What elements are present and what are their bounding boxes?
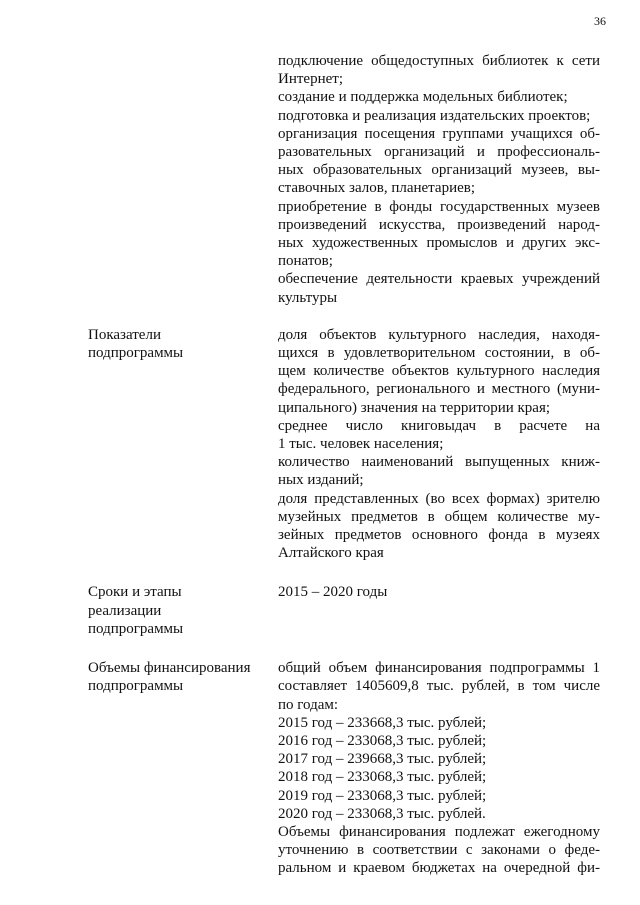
text-line: создание и поддержка модельных библиотек;	[278, 89, 568, 106]
text-line: Объемы финансирования подлежат ежегодному	[278, 823, 600, 840]
text-line: федерального, регионального и местного (муни-	[278, 381, 600, 398]
row-indicators	[88, 326, 610, 563]
label-line: Сроки и этапы	[88, 584, 182, 601]
text-line: доля объектов культурного наследия, находя-	[278, 326, 600, 343]
row-label-timeline	[88, 583, 278, 638]
label-line: подпрограммы	[88, 620, 184, 637]
text-line: 2015 – 2020 годы	[278, 584, 388, 601]
text-line: разовательных организаций и профессиональ-	[278, 144, 600, 161]
text-line: приобретение в фонды государственных музеев	[278, 198, 600, 215]
text-line: музейных предметов в общем количестве му-	[278, 508, 600, 525]
row-value-indicators	[278, 326, 600, 563]
label-line: подпрограммы	[88, 345, 184, 362]
row-label-funding	[88, 659, 278, 877]
row-gap	[88, 562, 610, 583]
text-line: уточнению в соответствии с законами о феде-	[278, 842, 600, 859]
text-line: подключение общедоступных библиотек к сети	[278, 53, 600, 69]
text-line: понатов;	[278, 253, 333, 270]
row-value-timeline	[278, 583, 600, 638]
text-line: зейных предметов основного фонда в музеях	[278, 527, 600, 544]
text-line: по годам:	[278, 696, 339, 713]
text-line: составляет 1405609,8 тыс. рублей, в том числе	[278, 678, 600, 695]
text-line: обеспечение деятельности краевых учреждений	[278, 271, 600, 288]
text-line: общий объем финансирования подпрограммы 1	[278, 660, 600, 677]
text-line: ципального) значения на территории края;	[278, 399, 551, 416]
text-line: 2020 год – 233068,3 тыс. рублей.	[278, 805, 486, 822]
text-line: подготовка и реализация издательских проектов;	[278, 107, 591, 124]
row-label	[88, 52, 278, 307]
row-gap	[88, 307, 610, 326]
text-line: среднее число книговыдач в расчете на	[278, 417, 600, 434]
text-line: организация посещения группами учащихся об-	[278, 125, 600, 142]
text-line: щихся в удовлетворительном состоянии, в об-	[278, 345, 600, 362]
text-line: 1 тыс. человек населения;	[278, 436, 444, 453]
text-line: ных художественных промыслов и других экс-	[278, 235, 600, 252]
text-line: ных изданий;	[278, 472, 364, 489]
text-line: щем количестве объектов культурного наследия	[278, 363, 600, 380]
text-line: ральном и краевом бюджетах на очередной фи-	[278, 860, 600, 877]
text-line: количество наименований выпущенных книж-	[278, 454, 600, 471]
text-line: Интернет;	[278, 71, 343, 88]
label-line: реализации	[88, 602, 162, 619]
label-line: подпрограммы	[88, 678, 184, 695]
row-value-funding	[278, 659, 600, 877]
page-number: 36	[594, 14, 606, 28]
text-line: 2019 год – 233068,3 тыс. рублей;	[278, 787, 487, 804]
text-line: 2017 год – 239668,3 тыс. рублей;	[278, 751, 487, 768]
row-value-activities	[278, 52, 600, 307]
row-funding	[88, 659, 610, 877]
row-timeline	[88, 583, 610, 638]
text-line: доля представленных (во всех формах) зрителю	[278, 490, 600, 507]
label-line: Показатели	[88, 326, 161, 343]
row-activities	[88, 52, 610, 307]
row-gap	[88, 638, 610, 659]
passport-table	[88, 52, 610, 878]
label-line: Объемы финансирования	[88, 660, 251, 677]
text-line: 2018 год – 233068,3 тыс. рублей;	[278, 769, 487, 786]
text-line: ных образовательных организаций музеев, вы-	[278, 162, 600, 179]
text-line: 2016 год – 233068,3 тыс. рублей;	[278, 732, 487, 749]
text-line: Алтайского края	[278, 545, 384, 562]
text-line: 2015 год – 233668,3 тыс. рублей;	[278, 714, 487, 731]
row-label-indicators	[88, 326, 278, 563]
text-line: культуры	[278, 289, 338, 306]
text-line: произведений искусства, произведений народ-	[278, 216, 600, 233]
text-line: ставочных залов, планетариев;	[278, 180, 476, 197]
